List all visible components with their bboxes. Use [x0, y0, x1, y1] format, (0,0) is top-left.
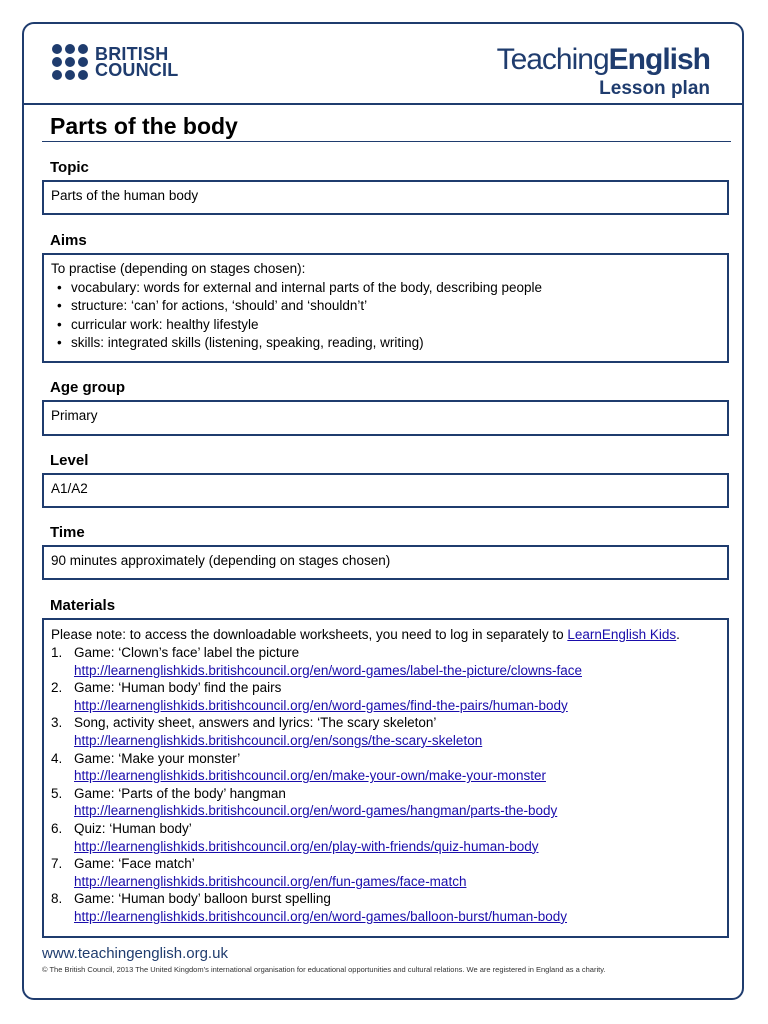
- item-text: Game: ‘Face match’: [74, 856, 195, 872]
- aims-box: [42, 253, 729, 363]
- item-text: Game: ‘Make your monster’: [74, 750, 241, 766]
- materials-item: [51, 820, 720, 855]
- footer-copyright: © The British Council, 2013 The United Kingdom’s international organisation for educational opportunities and cultural relations. We are registered in England as a charity.: [42, 965, 606, 974]
- topic-box: [42, 180, 729, 215]
- materials-item: [51, 714, 720, 749]
- materials-item: [51, 890, 720, 925]
- brand-title: [497, 44, 710, 76]
- materials-item: [51, 750, 720, 785]
- item-number: 7.: [51, 856, 63, 872]
- materials-item: [51, 785, 720, 820]
- aims-label: Aims: [50, 232, 87, 249]
- title-divider: [42, 141, 731, 142]
- item-text: Game: ‘Human body’ find the pairs: [74, 680, 282, 696]
- aims-intro: To practise (depending on stages chosen):: [51, 261, 306, 276]
- aims-item: • curricular work: healthy lifestyle: [51, 316, 720, 335]
- item-number: 1.: [51, 645, 63, 660]
- item-link[interactable]: http://learnenglishkids.britishcouncil.org/en/play-with-friends/quiz-human-body: [74, 838, 539, 854]
- page-title: Parts of the body: [50, 113, 238, 139]
- item-text: Quiz: ‘Human body’: [74, 820, 192, 836]
- aims-item: • vocabulary: words for external and internal parts of the body, describing people: [51, 279, 720, 298]
- learnenglish-kids-link[interactable]: LearnEnglish Kids: [567, 627, 677, 642]
- logo-line1: BRITISH: [95, 44, 169, 64]
- materials-item: [51, 855, 720, 890]
- item-text: Game: ‘Human body’ balloon burst spelling: [74, 891, 331, 907]
- item-text: Song, activity sheet, answers and lyrics: ‘The scary skeleton’: [74, 715, 437, 731]
- item-number: 3.: [51, 715, 63, 731]
- topic-label: Topic: [50, 159, 89, 176]
- item-link[interactable]: http://learnenglishkids.britishcouncil.org/en/fun-games/face-match: [74, 873, 467, 889]
- level-value: A1/A2: [51, 481, 88, 496]
- item-link[interactable]: http://learnenglishkids.britishcouncil.org/en/word-games/find-the-pairs/human-body: [74, 697, 568, 713]
- materials-note-text: Please note: to access the downloadable worksheets, you need to log in separately to: [51, 627, 564, 642]
- item-link[interactable]: http://learnenglishkids.britishcouncil.org/en/word-games/label-the-picture/clowns-face: [74, 662, 582, 678]
- logo-line2: COUNCIL: [95, 60, 179, 80]
- materials-list: [51, 644, 720, 926]
- time-value: 90 minutes approximately (depending on stages chosen): [51, 553, 391, 568]
- item-number: 2.: [51, 680, 63, 696]
- item-text: Game: ‘Clown’s face’ label the picture: [74, 645, 300, 660]
- item-link[interactable]: http://learnenglishkids.britishcouncil.org/en/word-games/balloon-burst/human-body: [74, 908, 568, 924]
- age-group-value: Primary: [51, 408, 98, 423]
- brand-light: Teaching: [496, 43, 609, 76]
- item-text: Game: ‘Parts of the body’ hangman: [74, 785, 286, 801]
- materials-note-end: .: [676, 627, 680, 642]
- logo-text: [95, 46, 178, 78]
- footer-url[interactable]: www.teachingenglish.org.uk: [42, 945, 228, 962]
- materials-label: Materials: [50, 597, 116, 614]
- british-council-logo: [52, 44, 178, 80]
- brand-bold: English: [608, 43, 710, 76]
- level-label: Level: [50, 452, 89, 469]
- header-divider: [22, 103, 744, 105]
- item-number: 4.: [51, 750, 63, 766]
- aims-list: [51, 279, 720, 353]
- age-group-box: [42, 400, 729, 436]
- brand-subtitle: Lesson plan: [599, 78, 710, 99]
- item-link[interactable]: http://learnenglishkids.britishcouncil.org/en/word-games/hangman/parts-the-body: [74, 803, 558, 819]
- item-number: 8.: [51, 891, 63, 907]
- materials-item: [51, 679, 720, 714]
- item-link[interactable]: http://learnenglishkids.britishcouncil.org/en/make-your-own/make-your-monster: [74, 768, 546, 784]
- aims-item: • skills: integrated skills (listening, speaking, reading, writing): [51, 334, 720, 353]
- time-box: [42, 545, 729, 580]
- age-group-label: Age group: [50, 379, 125, 396]
- item-number: 5.: [51, 785, 63, 801]
- level-box: [42, 473, 729, 508]
- topic-value: Parts of the human body: [51, 188, 199, 203]
- aims-item: • structure: ‘can’ for actions, ‘should’ and ‘shouldn’t’: [51, 297, 720, 316]
- materials-note: [51, 626, 720, 644]
- materials-item: [51, 644, 720, 679]
- item-link[interactable]: http://learnenglishkids.britishcouncil.org/en/songs/the-scary-skeleton: [74, 732, 483, 748]
- item-number: 6.: [51, 820, 63, 836]
- time-label: Time: [50, 524, 85, 541]
- materials-box: [42, 618, 729, 938]
- teaching-english-brand: [497, 44, 710, 100]
- logo-dots-icon: [52, 44, 88, 80]
